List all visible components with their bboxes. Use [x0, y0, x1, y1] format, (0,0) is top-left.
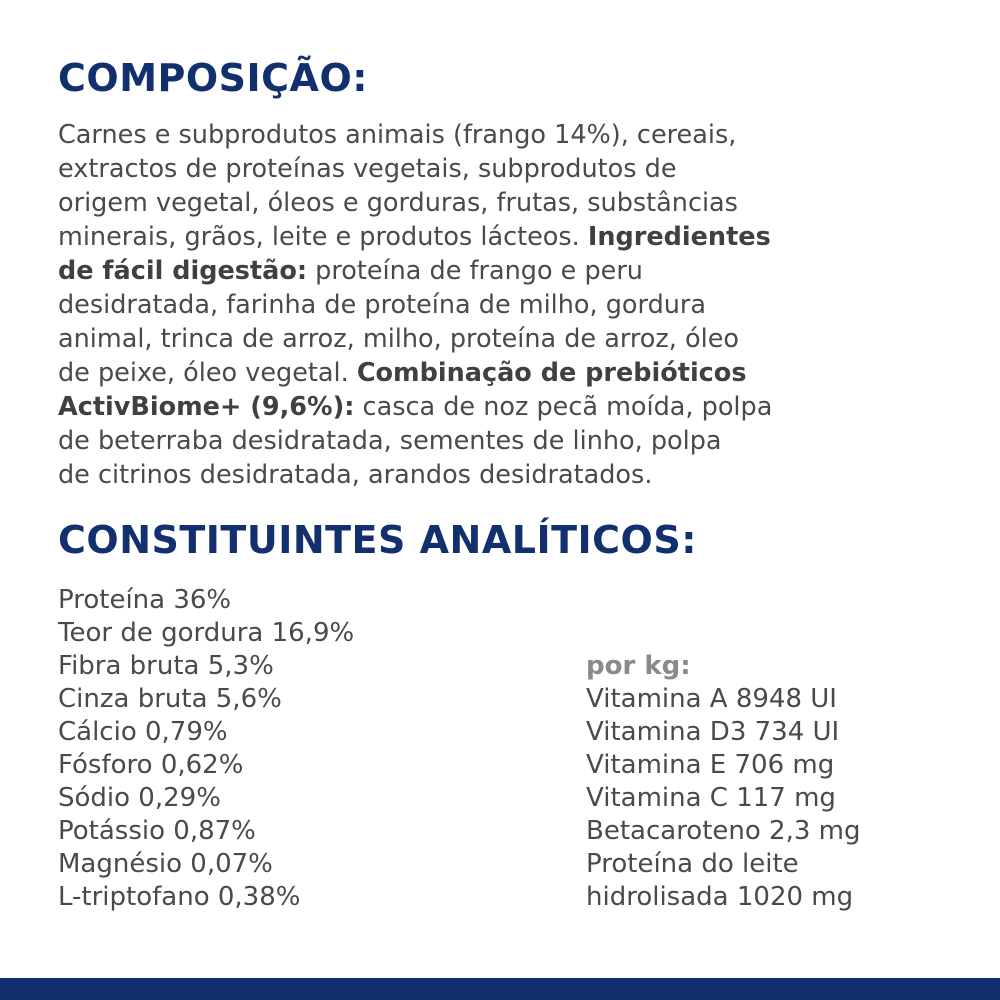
per-kg-item: hidrolisada 1020 mg — [586, 882, 854, 912]
composition-line — [58, 322, 928, 356]
analytics-list — [58, 584, 354, 914]
composition-text-segment: origem vegetal, óleos e gorduras, frutas, substâncias — [58, 188, 738, 218]
analytics-item: Teor de gordura 16,9% — [58, 618, 355, 648]
composition-text-segment: extractos de proteínas vegetais, subprodutos de — [58, 154, 677, 184]
composition-line — [58, 356, 928, 390]
composition-heading: COMPOSIÇÃO: — [58, 56, 368, 100]
composition-text-segment: casca de noz pecã moída, polpa — [354, 392, 773, 422]
composition-text-segment: desidratada, farinha de proteína de milho, gordura — [58, 290, 707, 320]
composition-line — [58, 220, 928, 254]
composition-text-segment: proteína de frango e peru — [307, 256, 643, 286]
analytics-item: Proteína 36% — [58, 585, 232, 615]
ingredients-label-bold: Ingredientes — [587, 222, 771, 252]
composition-line — [58, 458, 928, 492]
per-kg-item: Vitamina C 117 mg — [586, 783, 836, 813]
per-kg-item: Vitamina E 706 mg — [586, 750, 835, 780]
composition-text — [58, 118, 928, 492]
composition-text-segment: Carnes e subprodutos animais (frango 14%), cereais, — [58, 120, 737, 150]
analytics-item: Cinza bruta 5,6% — [58, 684, 282, 714]
composition-line — [58, 186, 928, 220]
analytics-item: Fibra bruta 5,3% — [58, 651, 274, 681]
composition-line — [58, 390, 928, 424]
composition-line — [58, 424, 928, 458]
prebiotics-label-bold: Combinação de prebióticos — [356, 358, 747, 388]
composition-line — [58, 288, 928, 322]
analytics-item: Sódio 0,29% — [58, 783, 221, 813]
composition-line — [58, 118, 928, 152]
analytics-heading: CONSTITUINTES ANALÍTICOS: — [58, 518, 697, 562]
analytics-item: Potássio 0,87% — [58, 816, 256, 846]
per-kg-item: Vitamina D3 734 UI — [586, 717, 840, 747]
analytics-item: L-triptofano 0,38% — [58, 882, 301, 912]
analytics-item: Magnésio 0,07% — [58, 849, 273, 879]
per-kg-list — [586, 650, 861, 914]
composition-text-segment: de citrinos desidratada, arandos desidratados. — [58, 460, 653, 490]
per-kg-item: Vitamina A 8948 UI — [586, 684, 837, 714]
per-kg-item: Proteína do leite — [586, 849, 799, 879]
ingredients-label-bold: de fácil digestão: — [58, 256, 308, 286]
per-kg-item: Betacaroteno 2,3 mg — [586, 816, 861, 846]
composition-text-segment: animal, trinca de arroz, milho, proteína de arroz, óleo — [58, 324, 739, 354]
analytics-item: Cálcio 0,79% — [58, 717, 228, 747]
composition-line — [58, 254, 928, 288]
footer-bar — [0, 978, 1000, 1000]
composition-text-segment: de peixe, óleo vegetal. — [58, 358, 357, 388]
prebiotics-label-bold: ActivBiome+ (9,6%): — [58, 392, 355, 422]
analytics-item: Fósforo 0,62% — [58, 750, 244, 780]
composition-text-segment: minerais, grãos, leite e produtos lácteos. — [58, 222, 588, 252]
per-kg-title: por kg: — [586, 651, 691, 681]
composition-line — [58, 152, 928, 186]
composition-text-segment: de beterraba desidratada, sementes de linho, polpa — [58, 426, 722, 456]
